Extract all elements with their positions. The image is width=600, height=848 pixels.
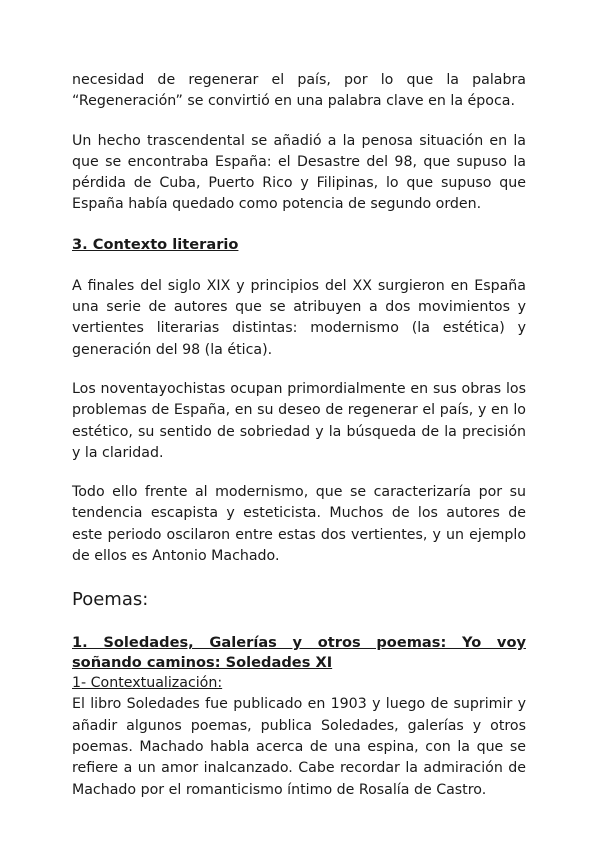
- subheading-contextualizacion: 1- Contextualización:: [72, 675, 223, 692]
- paragraph-modernismo: Todo ello frente al modernismo, que se caracterizaría por su tendencia escapista y esteticista. Muchos de los autores de este periodo oscilaron entre estas dos vertientes, y un ejemplo de ellos es Antonio Machado.: [72, 484, 526, 565]
- paragraph-libro-soledades: El libro Soledades fue publicado en 1903 y luego de suprimir y añadir algunos poemas, publica Soledades, galerías y otros poemas. Machado habla acerca de una espina, con la que se refiere a un amor inalcanzado. Cabe recordar la admiración de Machado por el romanticismo íntimo de Rosalía de Castro.: [72, 696, 526, 798]
- poemas-heading: Poemas:: [72, 589, 149, 611]
- paragraph-desastre-98: Un hecho trascendental se añadió a la penosa situación en la que se encontraba España: el Desastre del 98, que supuso la pérdida de Cuba, Puerto Rico y Filipinas, lo que supuso que España había quedado como potencia de segundo orden.: [72, 132, 526, 213]
- poem-heading-soledades: 1. Soledades, Galerías y otros poemas: Yo voy soñando caminos: Soledades XI: [72, 634, 526, 672]
- paragraph-regeneracion: necesidad de regenerar el país, por lo que la palabra “Regeneración” se convirtió en una palabra clave en la época.: [72, 72, 526, 110]
- page-content: [72, 70, 526, 801]
- paragraph-noventayochistas: Los noventayochistas ocupan primordialmente en sus obras los problemas de España, en su deseo de regenerar el país, y en lo estético, su sentido de sobriedad y la búsqueda de la precisión y la claridad.: [72, 380, 526, 461]
- section-heading-contexto-literario: 3. Contexto literario: [72, 235, 239, 253]
- paragraph-finales-siglo: A finales del siglo XIX y principios del XX surgieron en España una serie de autores que se atribuyen a dos movimientos y vertientes literarias distintas: modernismo (la estética) y generación del 98 (la ética).: [72, 277, 526, 358]
